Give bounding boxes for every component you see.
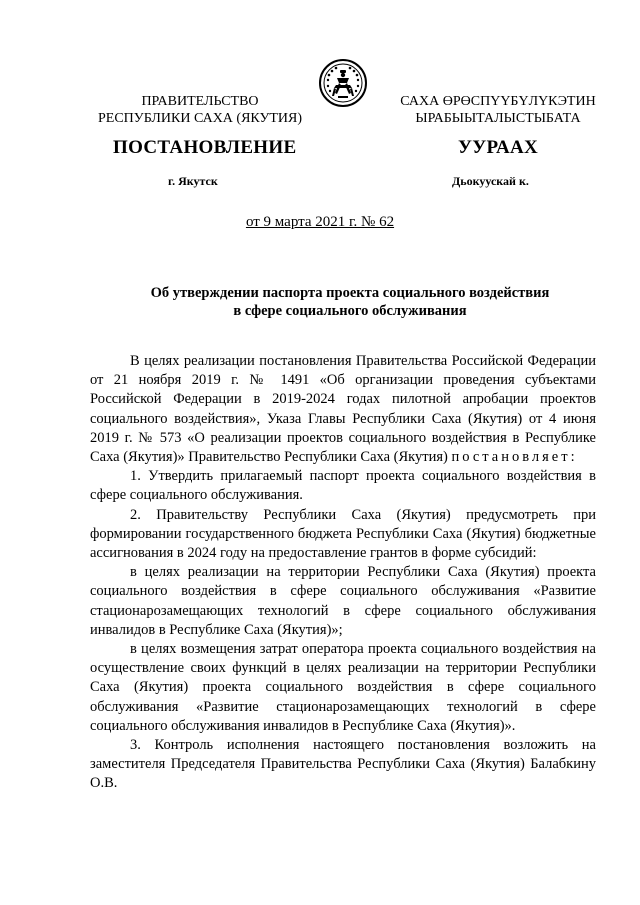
date-number-text: от 9 марта 2021 г. № 62 — [245, 214, 395, 230]
resolution-keyword: постановляет: — [451, 449, 578, 466]
subject-line2: в сфере социального обслуживания — [233, 303, 467, 319]
body-paragraph-preamble — [90, 352, 596, 467]
body-paragraph-3: 3. Контроль исполнения настоящего постановления возложить на заместителя Председателя Правительства Республики Саха (Якутия) Балабкину О.В. — [90, 737, 596, 792]
coat-of-arms-icon — [318, 58, 368, 108]
document-body — [90, 352, 596, 794]
date-and-number — [0, 214, 640, 231]
body-paragraph-2: 2. Правительству Республики Саха (Якутия) предусмотреть при формировании государственного бюджета Республики Саха (Якутия) бюджетные ассигнования в 2024 году на предоставление грантов в форме субсидий: — [90, 506, 596, 562]
body-paragraph-2b: в целях возмещения затрат оператора проекта социального воздействия на осуществление своих функций в целях реализации на территории Республики Саха (Якутия) проекта социального воздействия в сфере социального обслуживания «Развитие стационарозамещающих технологий в сфере социального обслуживания инвалидов в Республике Саха (Якутия)». — [90, 641, 596, 734]
header-right-line1: САХА ӨРӨСПҮҮБҮЛҮКЭТИН — [400, 94, 596, 109]
city-yakut: Дьокуускай к. — [452, 174, 529, 188]
header-right-line2: ЫРАБЫЫТАЛЫСТЫБАТА — [415, 111, 581, 126]
city-russian: г. Якутск — [168, 174, 218, 188]
header-left-line1: ПРАВИТЕЛЬСТВО — [141, 94, 259, 109]
header-left-line2: РЕСПУБЛИКИ САХА (ЯКУТИЯ) — [98, 111, 303, 126]
doc-type-title-yakut: УУРААХ — [458, 137, 539, 158]
body-paragraph-1: 1. Утвердить прилагаемый паспорт проекта социального воздействия в сфере социального обслуживания. — [90, 468, 596, 504]
government-name-russian — [98, 93, 302, 127]
subject-line1: Об утверждении паспорта проекта социального воздействия — [150, 285, 550, 301]
body-paragraph-2a: в целях реализации на территории Республики Саха (Якутия) проекта социального воздействия в сфере социального обслуживания «Развитие стационарозамещающих технологий в сфере социального обслуживания инвалидов в Республике Саха (Якутия)»; — [90, 564, 596, 638]
document-subject — [60, 284, 640, 320]
government-name-yakut — [390, 93, 606, 127]
preamble-text: В целях реализации постановления Правительства Российской Федерации от 21 ноября 2019 г. № 1491 «Об организации проведения субъектами Российской Федерации в 2019-2024 годах пилотной апробации проектов социального воздействия», Указа Главы Республики Саха (Якутия) от 4 июня 2019 г. № 573 «О реализации проектов социального воздействия в Республике Саха (Якутия)» Правительство Республики Саха (Якутия) — [90, 353, 596, 466]
doc-type-title-russian: ПОСТАНОВЛЕНИЕ — [113, 137, 297, 158]
